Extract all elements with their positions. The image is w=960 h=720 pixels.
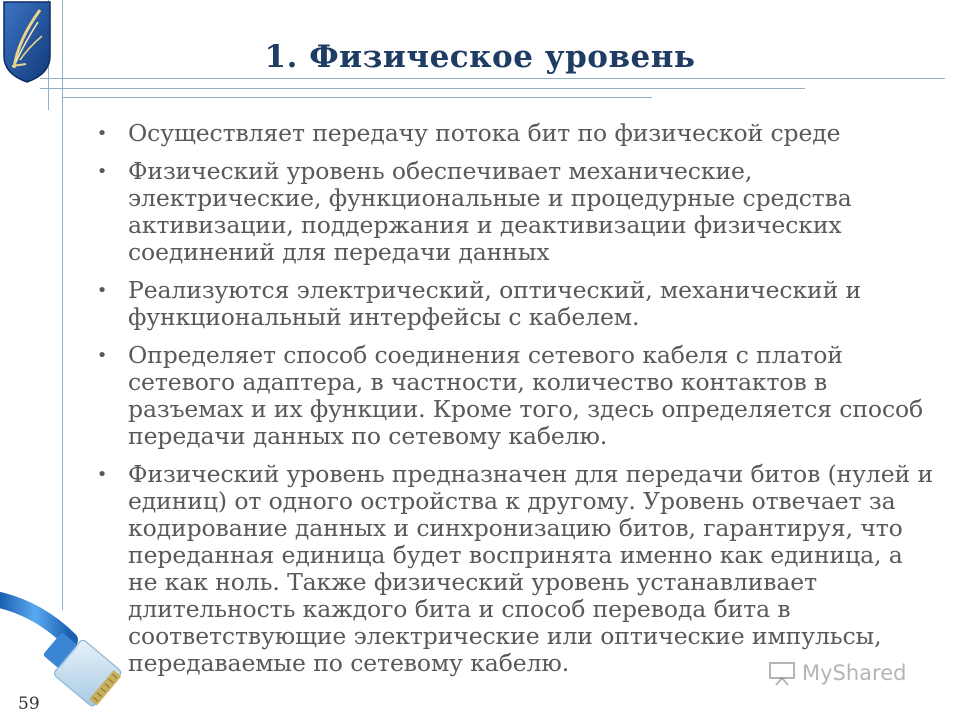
header-rule-bottom	[62, 97, 652, 98]
bullet-marker: •	[96, 161, 108, 182]
bullet-item	[92, 342, 937, 450]
header-rule-middle	[40, 88, 805, 89]
left-rule-inner	[62, 0, 63, 610]
bullet-list	[92, 120, 937, 688]
bullet-marker: •	[96, 345, 108, 366]
bullet-text: Физический уровень предназначен для передачи битов (нулей и единиц) от одного остройства к другому. Уровень отвечает за кодирование данных и синхронизацию битов, гарантируя, что переданная единица будет воспринята именно как единица, а не как ноль. Также физический уровень устанавливает длительность каждого бита и способ перевода бита в соответствующие электрические или оптические импульсы, передаваемые по сетевому кабелю.	[128, 460, 934, 677]
bullet-marker: •	[96, 280, 108, 301]
bullet-item	[92, 158, 937, 266]
bullet-marker: •	[96, 123, 108, 144]
presentation-board-icon	[768, 660, 796, 686]
bullet-marker: •	[96, 464, 108, 485]
bullet-text: Осуществляет передачу потока бит по физической среде	[128, 119, 841, 147]
bullet-item	[92, 277, 937, 331]
page-number: 59	[18, 694, 40, 714]
bullet-text: Физический уровень обеспечивает механические, электрические, функциональные и процедурные средства активизации, поддержания и деактивизации физических соединений для передачи данных	[128, 157, 852, 266]
watermark-text: MyShared	[802, 661, 907, 685]
bullet-text: Определяет способ соединения сетевого кабеля с платой сетевого адаптера, в частности, количество контактов в разъемах и их функции. Кроме того, здесь определяется способ передачи данных по сетевому кабелю.	[128, 341, 924, 450]
bullet-text: Реализуются электрический, оптический, механический и функциональный интерфейсы с кабелем.	[128, 276, 862, 331]
bullet-item	[92, 461, 937, 677]
watermark	[768, 658, 906, 688]
header-rule-top	[40, 78, 945, 79]
bullet-item	[92, 120, 937, 147]
slide-title: 1. Физическое уровень	[264, 38, 696, 75]
